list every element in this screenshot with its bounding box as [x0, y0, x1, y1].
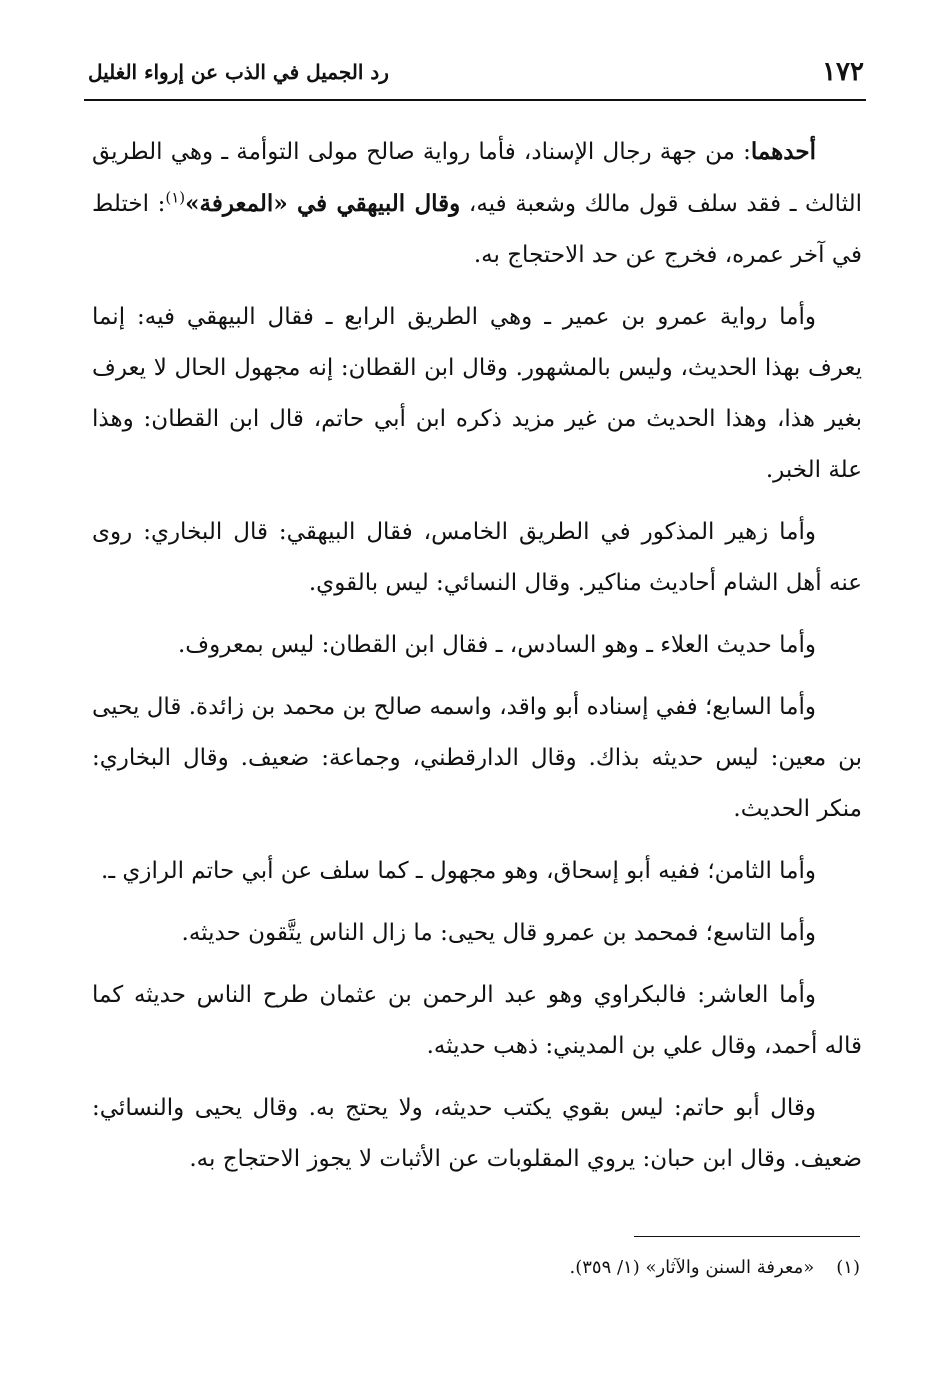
paragraph: وأما التاسع؛ فمحمد بن عمرو قال يحيى: ما زال الناس يتَّقون حديثه.: [181, 920, 816, 946]
paragraph: وأما زهير المذكور في الطريق الخامس، فقال البيهقي: قال البخاري: روى عنه أهل الشام أحاديث مناكير. وقال النسائي: ليس بالقوي.: [92, 519, 862, 596]
paragraph-text: : من جهة رجال الإسناد، فأما رواية صالح مولى التوأمة ـ وهي الطريق الثالث ـ فقد سلف قول مالك وشعبة فيه،: [92, 139, 862, 217]
paragraph: [92, 126, 862, 281]
paragraph-bold-quote: وقال البيهقي في «المعرفة»: [185, 190, 461, 217]
paragraph: وأما رواية عمرو بن عمير ـ وهي الطريق الرابع ـ فقال البيهقي فيه: إنما يعرف بهذا الحديث، وليس بالمشهور. وقال ابن القطان: إنه مجهول الحال لا يعرف بغير هذا، وهذا الحديث من غير مزيد ذكره ابن أبي حاتم، قال ابن القطان: وهذا علة الخبر.: [92, 304, 862, 483]
header-rule: [84, 99, 866, 101]
paragraph: وأما حديث العلاء ـ وهو السادس، ـ فقال ابن القطان: ليس بمعروف.: [177, 632, 816, 658]
footnote: [380, 1250, 860, 1286]
paragraph-lead: أحدهما: [750, 138, 816, 165]
paragraph: وأما الثامن؛ ففيه أبو إسحاق، وهو مجهول ـ كما سلف عن أبي حاتم الرازي ـ.: [101, 858, 816, 884]
page-number: ١٧٢: [822, 57, 864, 87]
page-header: [88, 54, 864, 90]
footnote-text: «معرفة السنن والآثار» (١/ ٣٥٩).: [569, 1257, 815, 1278]
footnote-number: (١): [836, 1257, 860, 1278]
paragraph: وقال أبو حاتم: ليس بقوي يكتب حديثه، ولا يحتج به. وقال يحيى والنسائي: ضعيف. وقال ابن حبان: يروي المقلوبات عن الأثبات لا يجوز الاحتجاج به.: [92, 1095, 862, 1172]
paragraph: وأما العاشر: فالبكراوي وهو عبد الرحمن بن عثمان طرح الناس حديثه كما قاله أحمد، وقال علي بن المديني: ذهب حديثه.: [92, 982, 862, 1059]
footnote-marker: (١): [165, 188, 186, 207]
paragraph: وأما السابع؛ ففي إسناده أبو واقد، واسمه صالح بن محمد بن زائدة. قال يحيى بن معين: ليس حديثه بذاك. وقال الدارقطني، وجماعة: ضعيف. وقال البخاري: منكر الحديث.: [92, 694, 862, 822]
footnote-rule: [634, 1236, 860, 1237]
running-title: رد الجميل في الذب عن إرواء الغليل: [88, 60, 389, 84]
main-text: [92, 126, 862, 1196]
paragraph-text-rest: : اختلط في آخر عمره، فخرج عن حد الاحتجاج به.: [92, 191, 862, 268]
